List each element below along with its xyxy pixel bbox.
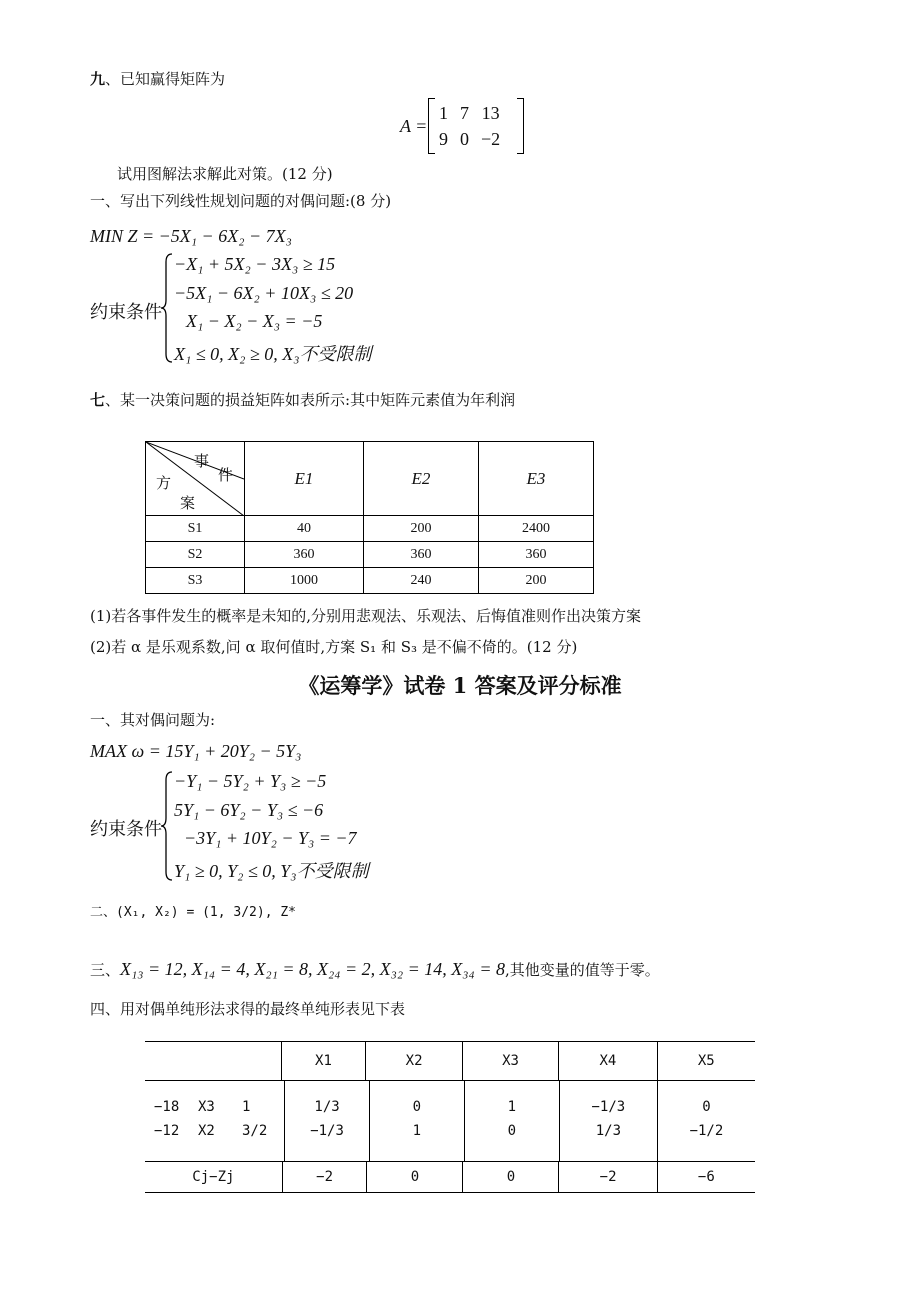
q7-part2: (2)若 α 是乐观系数,问 α 取何值时,方案 S₁ 和 S₃ 是不偏不倚的。(12 分) — [90, 638, 578, 656]
corner-cell: 事 件 方 案 — [146, 442, 245, 516]
a1-intro: 一、其对偶问题为: — [90, 711, 216, 729]
q9-instruction: 试用图解法求解此对策。(12 分) — [117, 165, 333, 183]
a4-heading: 四、用对偶单纯形法求得的最终单纯形表见下表 — [90, 1000, 406, 1018]
q1-constraint-label: 约束条件 — [90, 302, 162, 323]
a1-objective: MAX ω = 15Y₁ + 20Y₂ − 5Y₃ — [90, 741, 302, 761]
payoff-table — [145, 441, 594, 594]
table-row: S1 40 200 2400 — [146, 516, 594, 542]
table-row: S2 360 360 360 — [146, 542, 594, 568]
matrix-lhs: A = — [400, 116, 428, 136]
event-e1: E1 — [245, 442, 364, 516]
a1-constraint-label: 约束条件 — [90, 819, 162, 840]
a2-answer: 二、(X₁, X₂) = (1, 3/2), Z* — [90, 905, 297, 920]
a1-constraint-4: Y₁ ≥ 0, Y₂ ≤ 0, Y₃不受限制 — [174, 861, 369, 881]
table-row: −12 X2 3/2 −1/3 1 0 1/3 −1/2 — [145, 1119, 755, 1143]
q1-heading: 一、写出下列线性规划问题的对偶问题:(8 分) — [90, 192, 392, 210]
a1-constraint-2: 5Y₁ − 6Y₂ − Y₃ ≤ −6 — [174, 800, 324, 820]
event-e2: E2 — [364, 442, 479, 516]
q1-brace — [160, 252, 174, 364]
table-row: −18 X3 1 1/3 0 1 −1/3 0 — [145, 1095, 755, 1119]
q1-objective: MIN Z = −5X₁ − 6X₂ − 7X₃ — [90, 226, 292, 246]
answer-title: 《运筹学》试卷 1 答案及评分标准 — [298, 673, 622, 698]
payoff-matrix: 1 7 13 9 0 −2 — [439, 102, 501, 149]
a1-constraint-1: −Y₁ − 5Y₂ + Y₃ ≥ −5 — [174, 771, 327, 791]
q9-heading: 九、已知赢得矩阵为 — [90, 70, 226, 88]
a1-constraint-3: −3Y₁ + 10Y₂ − Y₃ = −7 — [184, 828, 357, 848]
q1-constraint-3: X₁ − X₂ − X₃ = −5 — [186, 311, 323, 331]
table-row: S3 1000 240 200 — [146, 568, 594, 594]
q1-constraint-1: −X₁ + 5X₂ − 3X₃ ≥ 15 — [174, 254, 336, 274]
q7-heading: 七、某一决策问题的损益矩阵如表所示:其中矩阵元素值为年利润 — [90, 391, 516, 409]
q1-constraint-2: −5X₁ − 6X₂ + 10X₃ ≤ 20 — [174, 283, 354, 303]
simplex-table: X1 X2 X3 X4 X5 −18 X3 1 1/3 0 1 −1/3 0 −12 X2 3/2 −1/3 1 0 1/3 −1/2 Cj−Zj −2 0 0 −2 −6 — [145, 1041, 755, 1193]
event-e3: E3 — [479, 442, 594, 516]
matrix-brackets — [428, 98, 524, 154]
a3-answer: 三、X₁₃ = 12, X₁₄ = 4, X₂₁ = 8, X₂₄ = 2, X₃₂ = 14, X₃₄ = 8,其他变量的值等于零。 — [90, 959, 660, 979]
q7-part1: (1)若各事件发生的概率是未知的,分别用悲观法、乐观法、后悔值准则作出决策方案 — [90, 607, 642, 625]
q1-constraint-4: X₁ ≤ 0, X₂ ≥ 0, X₃不受限制 — [174, 344, 372, 364]
cz-row: Cj−Zj −2 0 0 −2 −6 — [145, 1162, 755, 1192]
a1-brace — [160, 770, 174, 882]
